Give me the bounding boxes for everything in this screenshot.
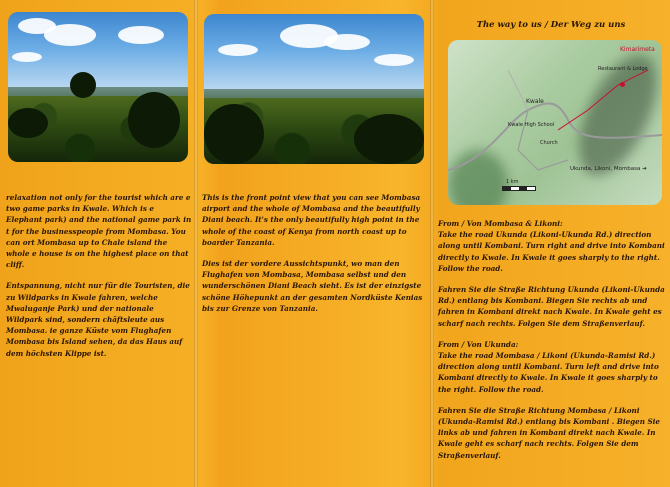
map-label-scale: 1 km: [506, 179, 519, 185]
map-scale-bar: [502, 186, 536, 191]
map-label-kwale: Kwale: [526, 98, 544, 105]
destination-pin-icon: [620, 82, 625, 87]
panel-right: [432, 0, 670, 487]
paragraph-english: relaxation not only for the tourist which are e two game parks in Kwale. Which is e Elephant park) and the national game park in t for the businesspeople from Mombasa. You can ort Mombasa up to Chale island the whole e house is on the highest place on that cliff.: [6, 193, 192, 270]
paragraph-german: Fahren Sie die Straße Richtung Mombasa / Likoni (Ukunda-Ramisi Rd.) entlang bis Kombani . Biegen Sie links ab und fahren in Kombani direkt nach Kwale. In Kwale geht es scharf nach rechts. Folgen Sie dem Straßenverlauf.: [438, 405, 660, 460]
section-heading: From / Von Ukunda:: [438, 339, 519, 349]
panel-middle-text: [202, 192, 426, 324]
paragraph-german: Fahren Sie die Straße Richtung Ukunda (Likoni-Ukunda Rd.) entlang bis Kombani. Biegen Sie rechts ab und fahren in Kombani direkt nach Kwale. In Kwale geht es scharf nach rechts. Folgen Sie dem Straßenverlauf.: [438, 285, 665, 328]
panel-middle: [196, 0, 432, 487]
map-roads: [448, 40, 662, 205]
section-heading: From / Von Mombasa & Likoni:: [438, 219, 563, 228]
map-label-church: Church: [540, 140, 558, 146]
location-map: [448, 40, 662, 205]
paragraph-english: Take the road Mombasa / Likoni (Ukunda-Ramisi Rd.) direction along until Kombani. Turn left and drive into Kombani directly to Kwale. In Kwale it goes sharply to the right. Follow the road.: [438, 351, 659, 394]
paragraph-english: This is the front point view that you can see Mombasa airport and the whole of Mombasa and the beautifully Diani beach. It's the only beautifully high point in the whole of the coast of Kenya from north coast up to boarder Tanzania.: [202, 193, 421, 247]
map-label-restaurant: Restaurant & Lodge: [598, 66, 648, 72]
map-label-road: Ukunda, Likoni, Mombasa ➔: [570, 166, 647, 172]
directions-title: The way to us / Der Weg zu uns: [476, 20, 626, 30]
panel-left: [0, 0, 196, 487]
landscape-photo-left: [8, 12, 188, 162]
paragraph-english: Take the road Ukunda (Likoni-Ukunda Rd.) direction along until Kombani. Turn right and drive into Kombani directly to Kwale. In Kwale it goes sharply to the right. Follow the road.: [438, 230, 665, 273]
paragraph-german: Dies ist der vordere Aussichtspunkt, wo man den Flughafen von Mombasa, Mombasa selbst und den wunderschönen Diani Beach sieht. Es ist der einzigste schöne Höhepunkt an der gesamten Nordküste Kenias bis zur Grenze von Tanzania.: [202, 259, 423, 313]
panel-left-text: [6, 192, 192, 369]
landscape-photo-middle: [204, 14, 424, 164]
map-label-school: Kwale High School: [508, 122, 555, 128]
map-label-kimarimeta: Kimarimeta: [620, 46, 655, 53]
paragraph-german: Entspannung, nicht nur für die Touristen, die zu Wildparks in Kwale fahren, welche Mwaluganje Park) und der nationale Wildpark sind, sondern chäftsleute aus Mombasa. ie ganze Küste vom Flughafen Mombasa bis Island sehen, da das Haus auf dem höchsten Klippe ist.: [6, 281, 190, 358]
panel-right-text: [438, 218, 666, 471]
